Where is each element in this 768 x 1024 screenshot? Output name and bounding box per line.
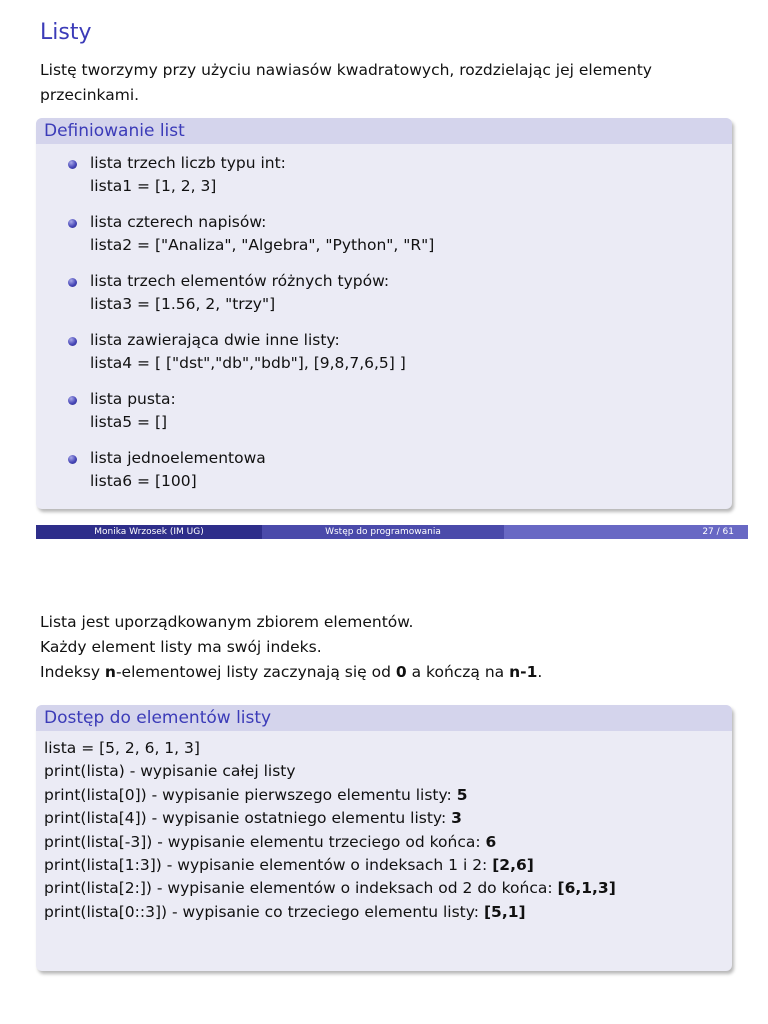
code-line: print(lista[0]) - wypisanie pierwszego elementu listy: 5 [44,785,468,804]
slide-title: Listy [40,20,92,45]
item-description: lista trzech liczb typu int: [90,154,286,172]
bullet-icon [68,278,77,287]
definitions-block [36,118,732,509]
access-block [36,705,732,971]
code-line: print(lista[2:]) - wypisanie elementów o indeksach od 2 do końca: [6,1,3] [44,879,616,898]
list-item [36,388,732,434]
list-item [36,329,732,375]
item-code: lista3 = [1.56, 2, "trzy"] [90,295,276,313]
item-description: lista czterech napisów: [90,213,267,231]
item-description: lista jednoelementowa [90,449,266,467]
list-item [36,211,732,257]
footer-page-number: 27 / 61 [504,525,748,539]
bullet-icon [68,455,77,464]
code-line: print(lista[-3]) - wypisanie elementu trzeciego od końca: 6 [44,832,497,851]
item-code: lista1 = [1, 2, 3] [90,177,217,195]
intro-text: Listę tworzymy przy użyciu nawiasów kwadratowych, rozdzielając jej elementy przecinkami. [40,61,652,104]
list-item [36,152,732,198]
code-line: lista = [5, 2, 6, 1, 3] [44,739,200,757]
list-description [40,610,740,685]
bullet-icon [68,396,77,405]
item-code: lista4 = [ ["dst","db","bdb"], [9,8,7,6,5] ] [90,354,406,372]
description-line-3: Indeksy n-elementowej listy zaczynają się od 0 a kończą na n-1. [40,663,543,681]
list-item [36,447,732,493]
slide-footer [36,525,748,539]
code-line: print(lista[4]) - wypisanie ostatniego elementu listy: 3 [44,809,462,828]
code-line: print(lista[1:3]) - wypisanie elementów o indeksach 1 i 2: [2,6] [44,856,534,875]
item-description: lista trzech elementów różnych typów: [90,272,390,290]
bullet-icon [68,219,77,228]
bullet-icon [68,337,77,346]
code-line: print(lista[0::3]) - wypisanie co trzeciego elementu listy: [5,1] [44,902,526,921]
footer-author: Monika Wrzosek (IM UG) [36,525,262,539]
access-block-title: Dostęp do elementów listy [36,705,732,731]
item-description: lista zawierająca dwie inne listy: [90,331,340,349]
description-line-2: Każdy element listy ma swój indeks. [40,638,322,656]
description-line-1: Lista jest uporządkowanym zbiorem elementów. [40,613,414,631]
item-code: lista6 = [100] [90,472,197,490]
item-code: lista5 = [] [90,413,168,431]
footer-course: Wstęp do programowania [262,525,504,539]
bullet-icon [68,160,77,169]
item-description: lista pusta: [90,390,176,408]
access-code-lines [36,731,732,924]
item-code: lista2 = ["Analiza", "Algebra", "Python", "R"] [90,236,435,254]
definitions-list [36,144,732,493]
code-line: print(lista) - wypisanie całej listy [44,762,296,781]
definitions-block-title: Definiowanie list [36,118,732,144]
list-item [36,270,732,316]
